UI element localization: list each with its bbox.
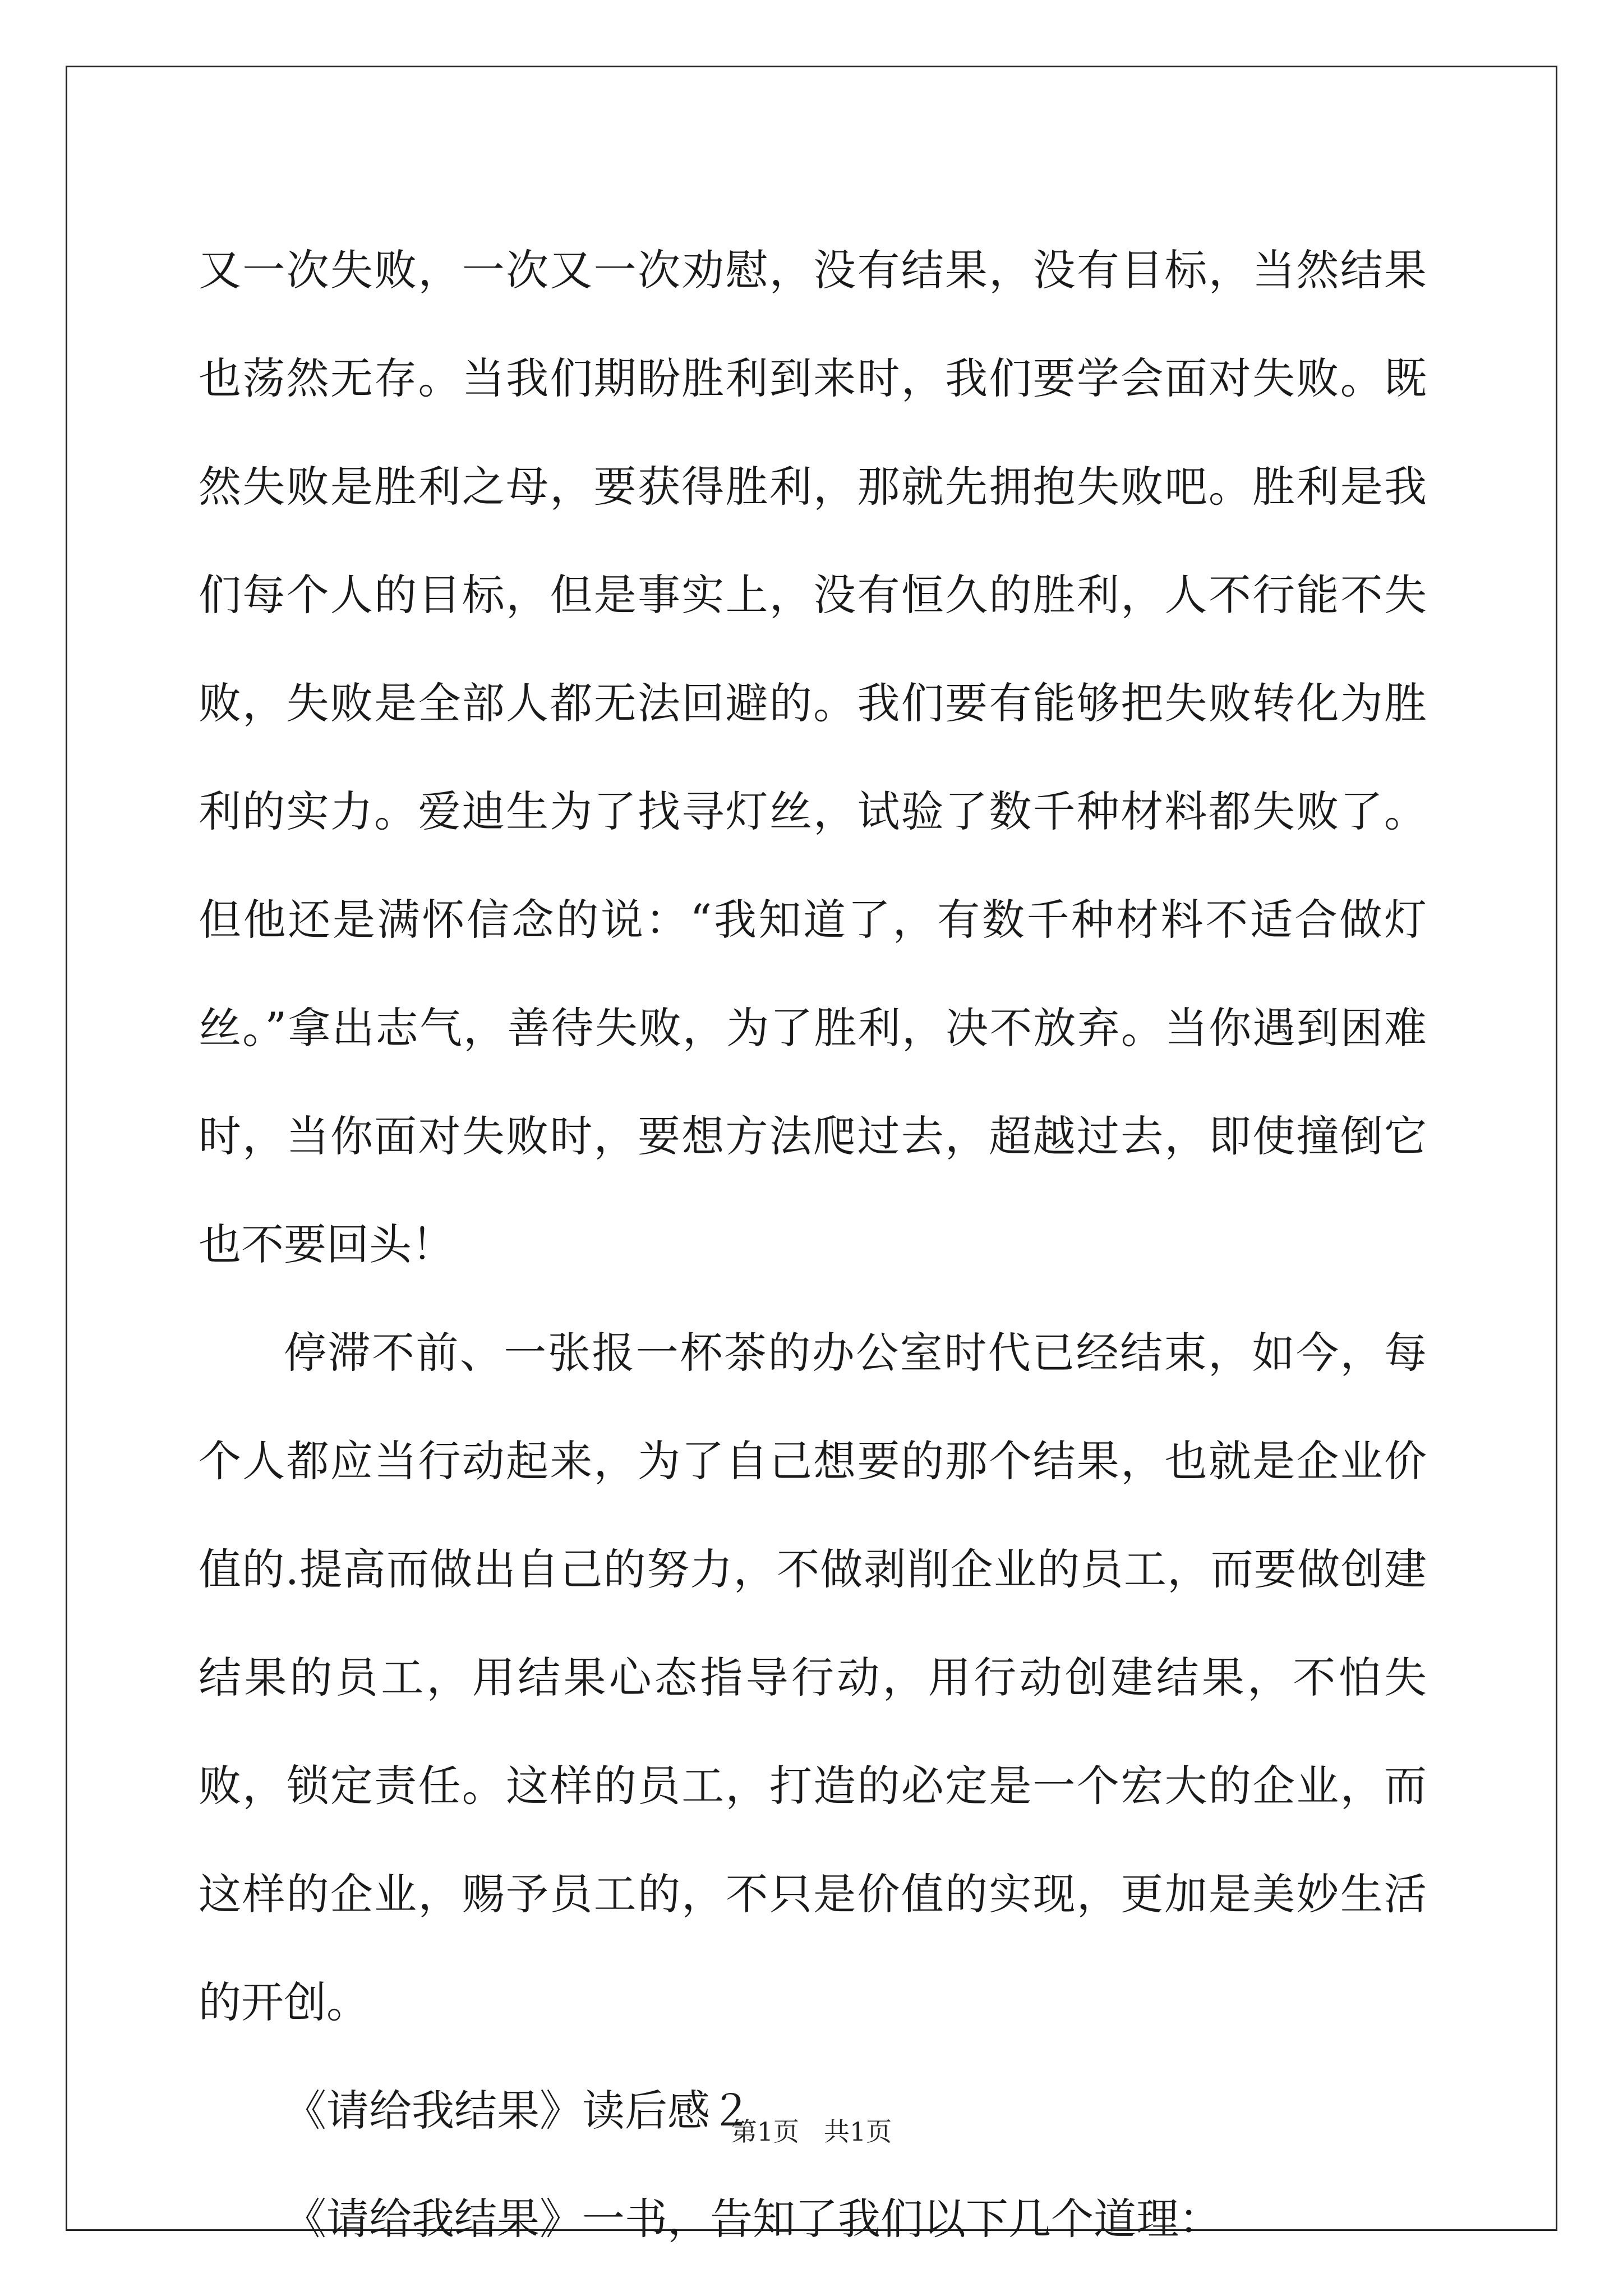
paragraph-1: 又一次失败，一次又一次劝慰，没有结果，没有目标，当然结果也荡然无存。当我们期盼胜利到来时，我们要学会面对失败。既然失败是胜利之母，要获得胜利，那就先拥抱失败吧。胜利是我们每个人的目标，但是事实上，没有恒久的胜利，人不行能不失败，失败是全部人都无法回避的。我们要有能够把失败转化为胜利的实力。爱迪生为了找寻灯丝，试验了数千种材料都失败了。但他还是满怀信念的说：“我知道了，有数千种材料不适合做灯丝。”拿出志气，善待失败，为了胜利，决不放弃。当你遇到困难时，当你面对失败时，要想方法爬过去，超越过去，即使撞倒它也不要回头！ xyxy=(199,245,1427,1269)
document-body xyxy=(199,216,1427,2273)
section-heading: 《请给我结果》读后感２ xyxy=(284,2086,753,2136)
total-pages: 共1页 xyxy=(823,2116,892,2147)
paragraph-2: 停滞不前、一张报一杯茶的办公室时代已经结束，如今，每个人都应当行动起来，为了自己想要的那个结果，也就是企业价值的.提高而做出自己的努力，不做剥削企业的员工，而要做创建结果的员工，用结果心态指导行动，用行动创建结果，不怕失败，锁定责任。这样的员工，打造的必定是一个宏大的企业，而这样的企业，赐予员工的，不只是价值的实现，更加是美妙生活的开创。 xyxy=(199,1328,1427,2027)
paragraph-4: 《请给我结果》一书，告知了我们以下几个道理： xyxy=(284,2194,1221,2244)
page-footer xyxy=(0,2115,1623,2148)
page-number: 第1页 xyxy=(731,2116,800,2147)
